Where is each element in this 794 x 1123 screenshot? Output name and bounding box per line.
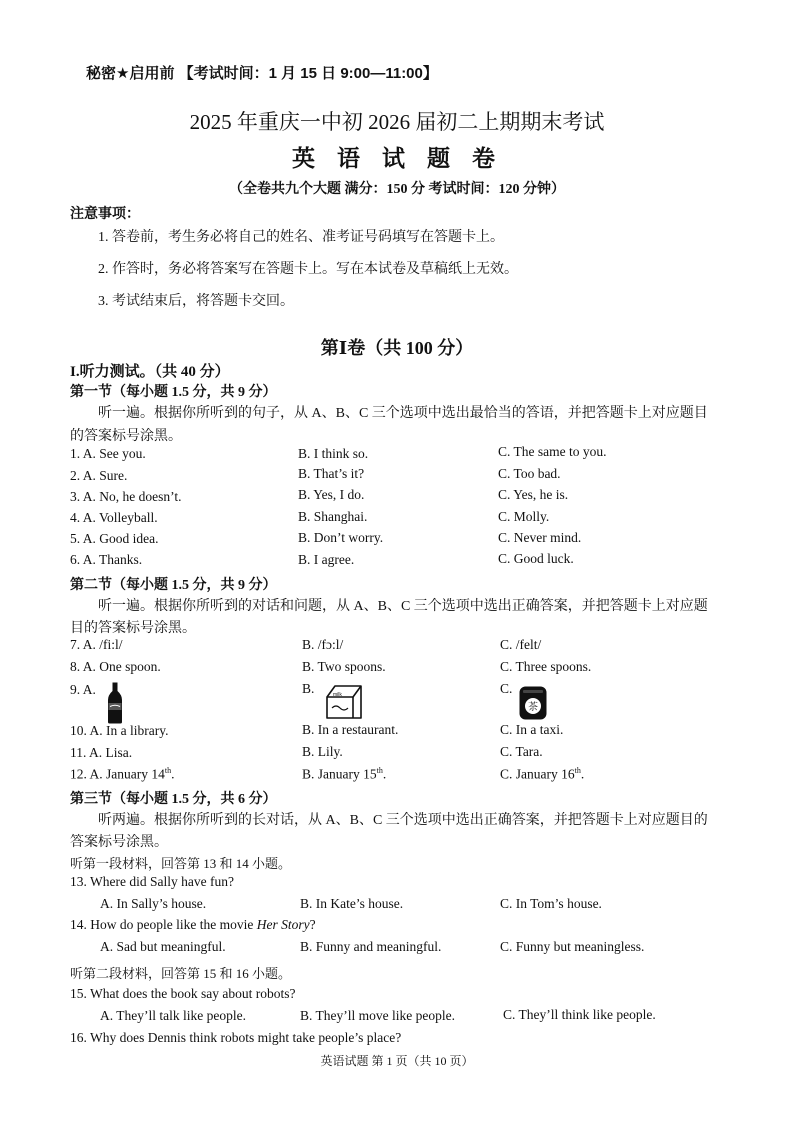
q6-option-a: 6. A. Thanks. <box>70 552 143 567</box>
q14-question: 14. How do people like the movie Her Story? <box>70 917 316 932</box>
tea-can-icon <box>518 685 548 721</box>
q15-option-b: B. They’ll move like people. <box>300 1008 455 1023</box>
exam-info: （全卷共九个大题 满分：150 分 考试时间：120 分钟） <box>229 182 565 197</box>
q2-option-c: C. Too bad. <box>498 466 561 481</box>
q2-option-a: 2. A. Sure. <box>70 468 128 483</box>
q14-option-b: B. Funny and meaningful. <box>300 939 442 954</box>
tea-label: 茶 <box>528 702 538 713</box>
q8-option-b: B. Two spoons. <box>302 659 386 674</box>
subsection-3-title: 第三节（每小题 1.5 分，共 6 分） <box>70 792 277 807</box>
q3-option-c: C. Yes, he is. <box>498 487 569 502</box>
q11-option-c: C. Tara. <box>500 744 543 759</box>
q13-option-c: C. In Tom’s house. <box>500 896 602 911</box>
subsection-3-instruction-cont: 答案标号涂黑。 <box>70 835 168 850</box>
subsection-3-instruction: 听两遍。根据你所听到的长对话，从 A、B、C 三个选项中选出正确答案，并把答题卡上对应题目的 <box>98 813 708 828</box>
q3-option-b: B. Yes, I do. <box>298 487 365 502</box>
subsection-2-title: 第二节（每小题 1.5 分，共 9 分） <box>70 578 277 593</box>
q7-option-a: 7. A. /fi:l/ <box>70 637 123 652</box>
page-footer: 英语试题 第 1 页（共 10 页） <box>320 1054 474 1068</box>
section-title: I.听力测试。（共 40 分） <box>70 364 230 380</box>
q12-option-c: C. January 16th. <box>500 766 585 782</box>
q13-question: 13. Where did Sally have fun? <box>70 874 234 889</box>
subsection-1-title: 第一节（每小题 1.5 分，共 9 分） <box>70 385 277 400</box>
q7-option-b: B. /fɔ:l/ <box>302 637 344 652</box>
q14-option-c: C. Funny but meaningless. <box>500 939 645 954</box>
material-1-note: 听第一段材料，回答第 13 和 14 小题。 <box>70 856 292 871</box>
q2-option-b: B. That’s it? <box>298 466 365 481</box>
part-title: 第Ⅰ卷（共 100 分） <box>320 338 474 358</box>
q10-option-a: 10. A. In a library. <box>70 723 169 738</box>
milk-label: milk <box>333 692 342 698</box>
q10-option-b: B. In a restaurant. <box>302 722 399 737</box>
q4-option-a: 4. A. Volleyball. <box>70 510 158 525</box>
notes-heading: 注意事项： <box>70 207 140 222</box>
subsection-1-instruction-cont: 的答案标号涂黑。 <box>70 429 182 444</box>
subsection-2-instruction: 听一遍。根据你所听到的对话和问题，从 A、B、C 三个选项中选出正确答案，并把答题卡上对应题 <box>98 599 708 614</box>
subsection-1-instruction: 听一遍。根据你所听到的句子，从 A、B、C 三个选项中选出最恰当的答语，并把答题卡上对应题目 <box>98 406 708 421</box>
q16-question: 16. Why does Dennis think robots might take people’s place? <box>70 1030 402 1045</box>
q8-option-a: 8. A. One spoon. <box>70 659 161 674</box>
q11-option-b: B. Lily. <box>302 744 343 759</box>
q9-option-a: 9. A. <box>70 682 96 697</box>
q10-option-c: C. In a taxi. <box>500 722 564 737</box>
q3-option-a: 3. A. No, he doesn’t. <box>70 489 182 504</box>
note-item-2: 2. 作答时，务必将答案写在答题卡上。写在本试卷及草稿纸上无效。 <box>98 262 518 277</box>
q8-option-c: C. Three spoons. <box>500 659 592 674</box>
q1-option-c: C. The same to you. <box>498 444 607 459</box>
material-2-note: 听第二段材料，回答第 15 和 16 小题。 <box>70 966 292 981</box>
q7-option-c: C. /felt/ <box>500 637 542 652</box>
subsection-2-instruction-cont: 目的答案标号涂黑。 <box>70 621 196 636</box>
q5-option-b: B. Don’t worry. <box>298 530 384 545</box>
q11-option-a: 11. A. Lisa. <box>70 745 133 760</box>
q15-option-c: C. They’ll think like people. <box>503 1007 656 1022</box>
q14-option-a: A. Sad but meaningful. <box>100 939 226 954</box>
exam-title: 2025 年重庆一中初 2026 届初二上期期末考试 <box>189 110 605 134</box>
confidential-notice: 秘密★启用前 【考试时间：1 月 15 日 9:00—11:00】 <box>86 65 438 82</box>
q6-option-b: B. I agree. <box>298 552 355 567</box>
note-item-1: 1. 答卷前，考生务必将自己的姓名、准考证号码填写在答题卡上。 <box>98 230 504 245</box>
q4-option-c: C. Molly. <box>498 509 550 524</box>
cola-bottle-icon <box>106 682 124 724</box>
paper-subtitle: 英 语 试 题 卷 <box>291 146 503 172</box>
q6-option-c: C. Good luck. <box>498 551 574 566</box>
q1-option-a: 1. A. See you. <box>70 446 146 461</box>
q12-option-a: 12. A. January 14th. <box>70 766 175 782</box>
q13-option-a: A. In Sally’s house. <box>100 896 207 911</box>
q13-option-b: B. In Kate’s house. <box>300 896 404 911</box>
q12-option-b: B. January 15th. <box>302 766 387 782</box>
q5-option-a: 5. A. Good idea. <box>70 531 159 546</box>
q5-option-c: C. Never mind. <box>498 530 582 545</box>
q4-option-b: B. Shanghai. <box>298 509 368 524</box>
q15-option-a: A. They’ll talk like people. <box>100 1008 246 1023</box>
q15-question: 15. What does the book say about robots? <box>70 986 296 1001</box>
milk-carton-icon <box>324 684 364 720</box>
note-item-3: 3. 考试结束后，将答题卡交回。 <box>98 294 294 309</box>
q9-option-b: B. <box>302 681 315 696</box>
q1-option-b: B. I think so. <box>298 446 369 461</box>
q9-option-c: C. <box>500 681 513 696</box>
